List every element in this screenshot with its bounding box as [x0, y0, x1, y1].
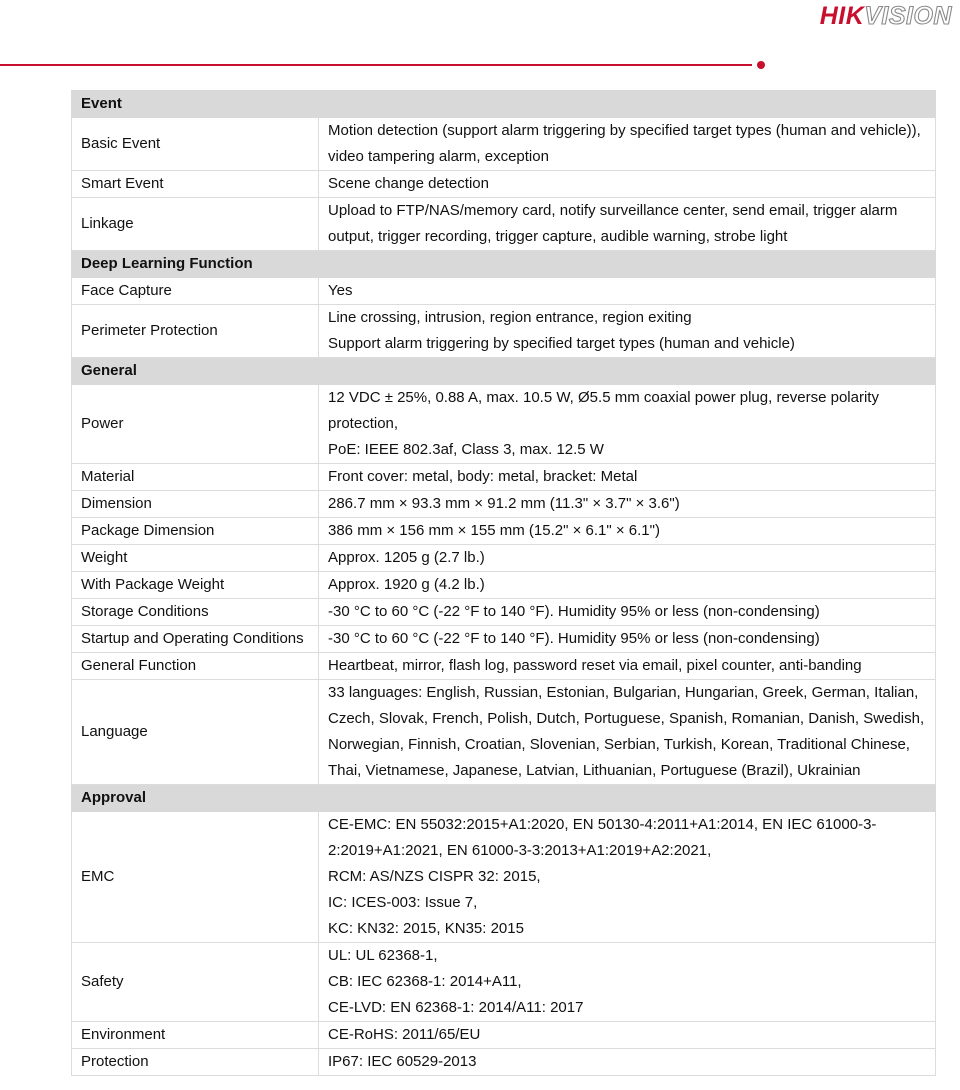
- spec-row: [72, 464, 936, 491]
- spec-row: [72, 385, 936, 464]
- spec-value: 386 mm × 156 mm × 155 mm (15.2" × 6.1" × 6.1"): [319, 518, 936, 545]
- hikvision-logo: [820, 2, 952, 31]
- spec-value: Approx. 1920 g (4.2 lb.): [319, 572, 936, 599]
- section-title: General: [72, 358, 936, 385]
- spec-label: Package Dimension: [72, 518, 319, 545]
- spec-row: [72, 305, 936, 358]
- section-header: [72, 358, 936, 385]
- spec-value: CE-RoHS: 2011/65/EU: [319, 1022, 936, 1049]
- section-title: Event: [72, 91, 936, 118]
- spec-value: UL: UL 62368-1, CB: IEC 62368-1: 2014+A11, CE-LVD: EN 62368-1: 2014/A11: 2017: [319, 943, 936, 1022]
- spec-label: Smart Event: [72, 171, 319, 198]
- logo-gray-part: VISION: [864, 2, 952, 30]
- spec-row: [72, 545, 936, 572]
- spec-value: 12 VDC ± 25%, 0.88 A, max. 10.5 W, Ø5.5 mm coaxial power plug, reverse polarity protection, PoE: IEEE 802.3af, Class 3, max. 12.5 W: [319, 385, 936, 464]
- spec-label: Linkage: [72, 198, 319, 251]
- spec-value: CE-EMC: EN 55032:2015+A1:2020, EN 50130-4:2011+A1:2014, EN IEC 61000-3-2:2019+A1:2021, EN 61000-3-3:2013+A1:2019+A2:2021, RCM: AS/NZS CISPR 32: 2015, IC: ICES-003: Issue 7, KC: KN32: 2015, KN35: 2015: [319, 812, 936, 943]
- spec-row: [72, 943, 936, 1022]
- spec-label: Protection: [72, 1049, 319, 1076]
- spec-value: -30 °C to 60 °C (-22 °F to 140 °F). Humidity 95% or less (non-condensing): [319, 599, 936, 626]
- spec-label: Storage Conditions: [72, 599, 319, 626]
- spec-value: Yes: [319, 278, 936, 305]
- spec-value: Scene change detection: [319, 171, 936, 198]
- spec-row: [72, 171, 936, 198]
- spec-label: Face Capture: [72, 278, 319, 305]
- section-header: [72, 785, 936, 812]
- spec-row: [72, 491, 936, 518]
- spec-value: Approx. 1205 g (2.7 lb.): [319, 545, 936, 572]
- spec-value: -30 °C to 60 °C (-22 °F to 140 °F). Humidity 95% or less (non-condensing): [319, 626, 936, 653]
- spec-label: Weight: [72, 545, 319, 572]
- spec-label: General Function: [72, 653, 319, 680]
- spec-label: Safety: [72, 943, 319, 1022]
- spec-row: [72, 572, 936, 599]
- spec-row: [72, 1049, 936, 1076]
- spec-row: [72, 812, 936, 943]
- spec-label: Startup and Operating Conditions: [72, 626, 319, 653]
- spec-label: Environment: [72, 1022, 319, 1049]
- spec-row: [72, 518, 936, 545]
- spec-label: Power: [72, 385, 319, 464]
- spec-table: [71, 90, 936, 1076]
- spec-value: Line crossing, intrusion, region entrance, region exiting Support alarm triggering by specified target types (human and vehicle): [319, 305, 936, 358]
- logo-red-part: HIK: [819, 2, 865, 30]
- spec-row: [72, 278, 936, 305]
- spec-row: [72, 599, 936, 626]
- spec-label: Basic Event: [72, 118, 319, 171]
- spec-row: [72, 198, 936, 251]
- spec-value: 286.7 mm × 93.3 mm × 91.2 mm (11.3" × 3.7" × 3.6"): [319, 491, 936, 518]
- spec-value: IP67: IEC 60529-2013: [319, 1049, 936, 1076]
- spec-row: [72, 1022, 936, 1049]
- spec-label: With Package Weight: [72, 572, 319, 599]
- spec-value: Front cover: metal, body: metal, bracket: Metal: [319, 464, 936, 491]
- header-divider: [0, 64, 752, 66]
- spec-row: [72, 653, 936, 680]
- spec-value: Upload to FTP/NAS/memory card, notify surveillance center, send email, trigger alarm output, trigger recording, trigger capture, audible warning, strobe light: [319, 198, 936, 251]
- header-divider-dot: [757, 61, 765, 69]
- spec-row: [72, 626, 936, 653]
- spec-label: EMC: [72, 812, 319, 943]
- spec-label: Material: [72, 464, 319, 491]
- section-title: Deep Learning Function: [72, 251, 936, 278]
- spec-table-body: [72, 91, 936, 1076]
- section-title: Approval: [72, 785, 936, 812]
- spec-value: Motion detection (support alarm triggering by specified target types (human and vehicle)), video tampering alarm, exception: [319, 118, 936, 171]
- spec-label: Perimeter Protection: [72, 305, 319, 358]
- spec-row: [72, 680, 936, 785]
- section-header: [72, 251, 936, 278]
- spec-label: Dimension: [72, 491, 319, 518]
- spec-row: [72, 118, 936, 171]
- spec-value: Heartbeat, mirror, flash log, password reset via email, pixel counter, anti-banding: [319, 653, 936, 680]
- spec-value: 33 languages: English, Russian, Estonian, Bulgarian, Hungarian, Greek, German, Italian, Czech, Slovak, French, Polish, Dutch, Portuguese, Spanish, Romanian, Danish, Swedish, Norwegian, Finnish, Croatian, Slovenian, Serbian, Turkish, Korean, Traditional Chinese, Thai, Vietnamese, Japanese, Latvian, Lithuanian, Portuguese (Brazil), Ukrainian: [319, 680, 936, 785]
- spec-label: Language: [72, 680, 319, 785]
- section-header: [72, 91, 936, 118]
